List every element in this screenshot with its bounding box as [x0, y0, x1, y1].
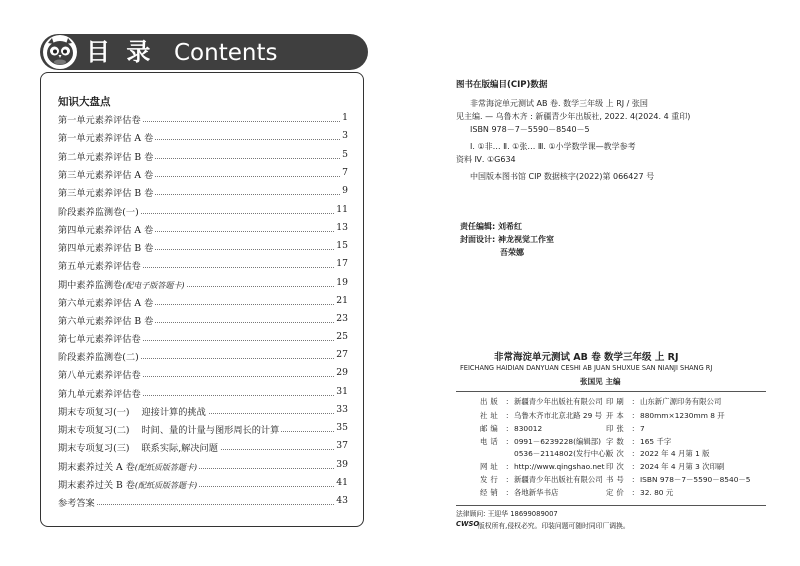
cip-line: 非常海淀单元测试 AB 卷. 数学三年级 上 RJ / 张国 — [470, 99, 648, 108]
toc-entry-title: 第二单元素养评估 B 卷 — [58, 152, 154, 163]
toc-entry-title: 第五单元素养评估卷 — [58, 261, 141, 272]
pub-info-value: 32. 80 元 — [640, 488, 674, 497]
book-title: 非常海淀单元测试 AB 卷 数学三年级 上 RJ — [494, 352, 679, 363]
toc-entry — [58, 277, 348, 291]
pub-info-key-char: 定 — [606, 488, 617, 497]
pub-info-separator: : — [506, 475, 509, 484]
pub-info-row — [480, 461, 605, 472]
divider — [456, 505, 766, 506]
toc-entry-label — [58, 167, 155, 181]
toc-entry-page: 17 — [336, 258, 348, 269]
cip-line: 资料 Ⅳ. ①G634 — [456, 155, 516, 164]
pub-info-separator: : — [632, 411, 635, 420]
toc-entry-subtitle: 联系实际,解决问题 — [141, 443, 218, 454]
pub-info-value: http://www.qingshao.net — [514, 462, 605, 471]
toc-entry — [58, 440, 348, 454]
toc-entry-title: 阶段素养监测卷(一) — [58, 207, 139, 218]
toc-entry — [58, 404, 348, 418]
pub-info-row — [606, 436, 671, 447]
pub-info-key — [480, 396, 506, 407]
toc-entry — [58, 204, 348, 218]
toc-entry-label — [58, 386, 143, 400]
toc-title-english: Contents — [174, 40, 278, 66]
toc-entry-title: 期末素养过关 A 卷 — [58, 462, 135, 473]
toc-entry-title: 第一单元素养评估卷 — [58, 115, 141, 126]
toc-entry-title: 阶段素养监测卷(二) — [58, 352, 139, 363]
toc-entry-note: (配纸质版答题卡) — [134, 481, 198, 490]
toc-entry-label — [58, 477, 199, 491]
pub-info-separator: : — [632, 488, 635, 497]
toc-entry-title: 期末专项复习(一) — [58, 407, 130, 418]
pub-info-key-char: 书 — [606, 475, 617, 484]
cover-designer: 吾荣娜 — [500, 248, 524, 257]
pub-info-value: 新疆青少年出版社有限公司 — [514, 397, 603, 406]
cip-isbn: ISBN 978－7－5590－8540－5 — [470, 125, 590, 134]
toc-entry — [58, 367, 348, 381]
toc-entry — [58, 313, 348, 327]
pub-info-value: 0991－6239228(编辑部) — [514, 437, 602, 446]
toc-entry-title: 期末素养过关 B 卷 — [58, 480, 135, 491]
toc-entry-label — [58, 222, 155, 236]
toc-entry-title: 第八单元素养评估卷 — [58, 370, 141, 381]
pub-info-key-char: 号 — [616, 475, 627, 484]
toc-header — [40, 34, 368, 70]
toc-entry — [58, 185, 348, 199]
toc-entry-page: 19 — [336, 277, 348, 288]
pub-info-row — [606, 474, 751, 485]
pub-info-row — [480, 436, 601, 447]
book-title-pinyin: FEICHANG HAIDIAN DANYUAN CESHI AB JUAN SHUXUE SAN NIANJI SHANG RJ — [460, 364, 713, 372]
pub-info-key — [606, 436, 632, 447]
toc-entry-label — [58, 185, 155, 199]
pub-info-value: 165 千字 — [640, 437, 672, 446]
pub-info-value: 0536－2114802(发行中心) — [514, 449, 609, 458]
pub-info-key-char: 行 — [490, 475, 501, 484]
responsible-editor: 责任编辑: 刘希红 — [460, 222, 522, 231]
toc-entry-page: 35 — [336, 422, 348, 433]
pub-info-key — [606, 474, 632, 485]
pub-info-key-char: 印 — [606, 397, 617, 406]
toc-entry — [58, 459, 348, 473]
pub-info-key-char: 社 — [480, 411, 491, 420]
pub-info-value: 山东新广源印务有限公司 — [640, 397, 722, 406]
cover-design: 封面设计: 神龙视觉工作室 — [460, 235, 554, 244]
toc-entry — [58, 386, 348, 400]
cip-line: 见主编. — 乌鲁木齐 : 新疆青少年出版社, 2022. 4(2024. 4 重印) — [456, 112, 691, 121]
toc-entry-label — [58, 149, 155, 163]
pub-info-key — [480, 410, 506, 421]
toc-entry-title: 第四单元素养评估 B 卷 — [58, 243, 154, 254]
toc-entry-label — [58, 277, 187, 291]
pub-info-row — [606, 396, 721, 407]
pub-info-separator: : — [632, 449, 635, 458]
pub-info-key-char: 本 — [616, 411, 627, 420]
toc-entry-page: 25 — [336, 331, 348, 342]
pub-info-separator: : — [506, 437, 509, 446]
pub-info-key-char: 销 — [490, 488, 501, 497]
pub-info-key-char: 网 — [480, 462, 491, 471]
toc-entry-page: 11 — [336, 204, 348, 215]
toc-entry-title: 第七单元素养评估卷 — [58, 334, 141, 345]
pub-info-value: 各地新华书店 — [514, 488, 559, 497]
toc-entry-page: 3 — [342, 130, 348, 141]
pub-info-separator: : — [632, 437, 635, 446]
pub-info-key-char: 刷 — [616, 397, 627, 406]
pub-info-key-char: 编 — [490, 424, 501, 433]
book-editor: 张国见 主编 — [580, 377, 621, 386]
pub-info-separator: : — [506, 424, 509, 433]
toc-entry-label — [58, 331, 143, 345]
toc-entry — [58, 112, 348, 126]
pub-info-key — [606, 410, 632, 421]
divider — [456, 391, 766, 392]
toc-entry-label — [58, 422, 281, 436]
toc-entry-page: 1 — [342, 112, 348, 123]
pub-info-key-char: 开 — [606, 411, 617, 420]
toc-entry-label — [58, 367, 143, 381]
pub-info-key-char: 次 — [616, 462, 627, 471]
cip-line: Ⅰ. ①非… Ⅱ. ①张… Ⅲ. ①小学数学课—教学参考 — [470, 142, 636, 151]
toc-entry — [58, 477, 348, 491]
toc-entry-title: 第六单元素养评估 B 卷 — [58, 316, 154, 327]
toc-entry-label — [58, 459, 199, 473]
pub-info-key-char: 价 — [616, 488, 627, 497]
toc-entry-page: 31 — [336, 386, 348, 397]
pub-info-key — [606, 448, 632, 459]
toc-entry — [58, 295, 348, 309]
pub-info-row — [606, 461, 724, 472]
toc-entry — [58, 422, 348, 436]
pub-info-separator: : — [632, 462, 635, 471]
pub-info-separator: : — [632, 397, 635, 406]
toc-entry-note: (配电子版答题卡) — [122, 281, 185, 290]
pub-info-key-char: 版 — [606, 449, 617, 458]
toc-entry-label — [58, 240, 155, 254]
toc-entry-title: 第九单元素养评估卷 — [58, 389, 141, 400]
cip-heading: 图书在版编目(CIP)数据 — [456, 80, 548, 90]
pub-info-value: 2024 年 4 月第 3 次印刷 — [640, 462, 725, 471]
pub-info-row — [480, 423, 542, 434]
toc-entry — [58, 240, 348, 254]
toc-entry-note: (配纸质版答题卡) — [134, 463, 198, 472]
toc-entry-label — [58, 313, 155, 327]
toc-entry-label — [58, 349, 141, 363]
toc-entry-page: 37 — [336, 440, 348, 451]
pub-info-key — [606, 396, 632, 407]
pub-info-value: 乌鲁木齐市北京北路 29 号 — [514, 411, 603, 420]
toc-entry-page: 27 — [336, 349, 348, 360]
pub-info-key-char: 印 — [606, 462, 617, 471]
owl-mascot-icon — [42, 34, 78, 70]
pub-info-key — [606, 461, 632, 472]
toc-entry-page: 23 — [336, 313, 348, 324]
pub-info-row — [606, 410, 725, 421]
pub-info-key-char: 经 — [480, 488, 491, 497]
toc-entry-subtitle: 迎接计算的挑战 — [141, 407, 206, 418]
toc-entry-title: 第一单元素养评估 A 卷 — [58, 133, 154, 144]
pub-info-separator: : — [632, 424, 635, 433]
toc-entry — [58, 149, 348, 163]
leader-dots — [58, 504, 348, 505]
copyright-notice: 版权所有,侵权必究。印装问题可随时同印厂调换。 — [478, 522, 630, 530]
toc-entry-label — [58, 258, 143, 272]
toc-entry — [58, 331, 348, 345]
toc-entry-page: 9 — [342, 185, 348, 196]
toc-entry-label — [58, 295, 155, 309]
toc-entry-page: 41 — [336, 477, 348, 488]
pub-info-key-char: 出 — [480, 397, 491, 406]
pub-info-key — [606, 487, 632, 498]
pub-info-key-char: 印 — [606, 424, 617, 433]
cip-number: 中国版本图书馆 CIP 数据核字(2022)第 066427 号 — [470, 172, 655, 181]
pub-info-separator: : — [506, 411, 509, 420]
toc-entry-page: 7 — [342, 167, 348, 178]
toc-entry-page: 43 — [336, 495, 348, 506]
pub-info-separator: : — [506, 462, 509, 471]
pub-info-value: 830012 — [514, 424, 543, 433]
pub-info-value: 880mm×1230mm 8 开 — [640, 411, 725, 420]
toc-entry-label — [58, 130, 155, 144]
toc-entry — [58, 167, 348, 181]
toc-entry-label — [58, 495, 97, 509]
toc-entry-title: 期末专项复习(二) — [58, 425, 130, 436]
toc-entry — [58, 258, 348, 272]
toc-entry-title: 第三单元素养评估 A 卷 — [58, 170, 154, 181]
toc-entry-page: 29 — [336, 367, 348, 378]
pub-info-row — [480, 448, 608, 459]
pub-info-row — [480, 487, 558, 498]
pub-info-key-char: 张 — [616, 424, 627, 433]
toc-entry — [58, 222, 348, 236]
toc-entry-title: 期末专项复习(三) — [58, 443, 130, 454]
pub-info-row — [606, 448, 710, 459]
toc-entry-page: 13 — [336, 222, 348, 233]
pub-info-value: 2022 年 4 月第 1 版 — [640, 449, 710, 458]
toc-entry-title: 期中素养监测卷 — [58, 280, 123, 291]
pub-info-value: ISBN 978－7－5590－8540－5 — [640, 475, 751, 484]
pub-info-row — [606, 423, 645, 434]
toc-entry-page: 39 — [336, 459, 348, 470]
toc-entry-label — [58, 112, 143, 126]
pub-info-value: 7 — [640, 424, 645, 433]
toc-entry-page: 33 — [336, 404, 348, 415]
toc-section-heading: 知识大盘点 — [58, 96, 111, 108]
brand-logo: CWSO — [456, 520, 480, 528]
pub-info-separator: : — [506, 397, 509, 406]
toc-entry-title: 第四单元素养评估 A 卷 — [58, 225, 154, 236]
toc-entry-label — [58, 204, 141, 218]
toc-entry-page: 21 — [336, 295, 348, 306]
toc-entry-page: 5 — [342, 149, 348, 160]
pub-info-row — [480, 410, 602, 421]
pub-info-key — [480, 423, 506, 434]
toc-entry — [58, 349, 348, 363]
pub-info-key — [606, 423, 632, 434]
pub-info-key-char: 发 — [480, 475, 491, 484]
toc-entry — [58, 130, 348, 144]
toc-title: 目 录 — [86, 38, 155, 66]
pub-info-key — [480, 474, 506, 485]
pub-info-key — [480, 487, 506, 498]
pub-info-key-char: 邮 — [480, 424, 491, 433]
pub-info-key-char: 次 — [616, 449, 627, 458]
pub-info-key — [480, 461, 506, 472]
toc-entry-label — [58, 440, 220, 454]
pub-info-key-char: 址 — [490, 411, 501, 420]
pub-info-separator: : — [632, 475, 635, 484]
pub-info-row — [480, 396, 603, 407]
pub-info-key — [480, 436, 506, 447]
toc-entry-subtitle: 时间、量的计量与图形周长的计算 — [141, 425, 280, 436]
toc-entry-title: 第六单元素养评估 A 卷 — [58, 298, 154, 309]
legal-counsel: 法律顾问: 王迎华 18699089007 — [456, 510, 558, 518]
pub-info-value: 新疆青少年出版社有限公司 — [514, 475, 603, 484]
toc-entry — [58, 495, 348, 509]
toc-entry-title: 第三单元素养评估 B 卷 — [58, 188, 154, 199]
toc-entry-label — [58, 404, 208, 418]
pub-info-row — [606, 487, 673, 498]
pub-info-key-char: 话 — [490, 437, 501, 446]
pub-info-key-char: 数 — [616, 437, 627, 446]
toc-entry-page: 15 — [336, 240, 348, 251]
pub-info-key-char: 字 — [606, 437, 617, 446]
pub-info-key-char: 址 — [490, 462, 501, 471]
pub-info-separator: : — [506, 488, 509, 497]
pub-info-key-char: 版 — [490, 397, 501, 406]
pub-info-key-char: 电 — [480, 437, 491, 446]
toc-entry-title: 参考答案 — [58, 498, 95, 509]
pub-info-row — [480, 474, 603, 485]
